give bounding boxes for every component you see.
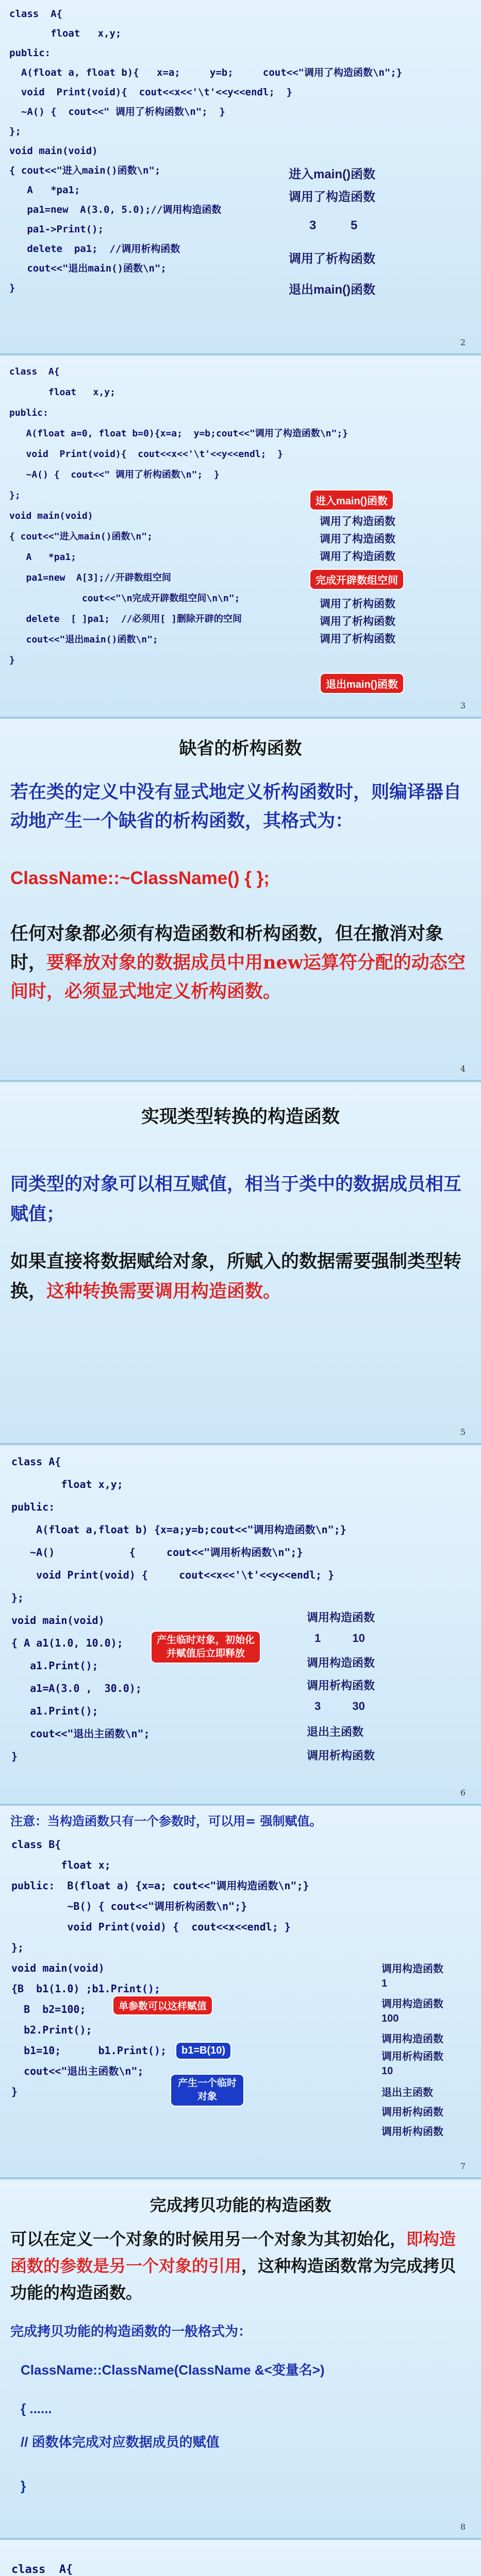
output-line: 调用构造函数: [382, 1998, 443, 2010]
annotation-callout: 单参数可以这样赋值: [112, 1995, 213, 2015]
slide-8: [0, 2540, 481, 2576]
output-line: 调用构造函数: [307, 1611, 375, 1624]
code-block: class A{ float x,y; public: A(float a, float b){ x=a; y=b; cout<<"调用了构造函数\n";} void Print(void){ cout<<x<<'\t'<<y<<endl; } ~A() { cout<<" 调用了析构函数\n"; } }; void main(void) { cout<<"进入main()函数\n"; A *pa1; pa1=new A(3.0, 5.0);//调用构造函数 pa1->Print(); delete pa1; //调用析构函数 cout<<"退出main()函数\n"; }: [9, 8, 403, 294]
output-line: 调用了析构函数: [320, 616, 395, 628]
page-number: 5: [460, 1427, 466, 1437]
highlight-text: 即构造函数的参数是另一个对象的引用: [10, 2229, 456, 2276]
note-line: 注意：当构造函数只有一个参数时，可以用= 强制赋值。: [10, 1814, 322, 1828]
paragraph: 完成拷贝功能的构造函数的一般格式为：: [10, 2324, 252, 2340]
output-line: 调用析构函数: [307, 1749, 375, 1762]
format-line: ClassName::ClassName(ClassName &<变量名>): [21, 2362, 325, 2378]
output-line: 调用构造函数: [307, 1656, 375, 1669]
paragraph-part: ，这种构造函数常为完成拷贝功能的构造函数。: [10, 2256, 456, 2302]
highlight-text: 要释放对象的数据成员中用new运算符分配的动态空间时，必须显式地定义析构函数。: [10, 952, 466, 1002]
format-line: // 函数体完成对应数据成员的赋值: [21, 2434, 220, 2450]
output-line: 调用析构函数: [382, 2051, 443, 2062]
output-line: 调用构造函数: [382, 1963, 443, 1975]
output-line: 100: [382, 2013, 399, 2024]
paragraph: [10, 920, 471, 1006]
output-badge: 进入main()函数: [309, 489, 394, 511]
paragraph-part: 如果直接将数据赋给对象，所赋入的数据需要强制类型转换，: [10, 1251, 462, 1302]
output-line: 调用了构造函数: [320, 516, 395, 528]
output-line: 调用了构造函数: [320, 551, 395, 563]
page-number: 6: [460, 1788, 466, 1798]
output-line: 3 5: [309, 218, 358, 232]
page-number: 3: [460, 701, 466, 710]
paragraph: 同类型的对象可以相互赋值，相当于类中的数据成员相互赋值；: [10, 1174, 462, 1225]
format-line: ClassName::~ClassName() { };: [10, 868, 270, 888]
output-line: 调用析构函数: [382, 2107, 443, 2118]
output-line: 调用析构函数: [382, 2126, 443, 2138]
output-line: 3 30: [314, 1700, 365, 1713]
output-line: 调用了析构函数: [320, 598, 395, 610]
slide-2: [0, 355, 481, 719]
paragraph-part: 任何对象都必须有构造函数和析构函数，但在撤消对象时，: [10, 923, 444, 973]
output-line: 调用构造函数: [382, 2033, 443, 2045]
output-line: 进入main()函数: [289, 167, 375, 181]
output-line: 退出主函数: [307, 1725, 364, 1738]
slide-7: [0, 2179, 481, 2540]
paragraph: 若在类的定义中没有显式地定义析构函数时，则编译器自动地产生一个缺省的析构函数，其格式为：: [10, 782, 462, 832]
annotation-callout: b1=B(10): [175, 2042, 231, 2060]
output-line: 调用了析构函数: [320, 633, 395, 645]
annotation-callout: 产生临时对象，初始化并赋值后立即释放: [151, 1631, 261, 1664]
highlight-text: 这种转换需要调用构造函数。: [46, 1281, 281, 1302]
code-block: class A{ float x,y; public: A(float a,float b) {x=a;y=b;cout<<"调用构造函数\n";} ~A() { cout<<"调用析构函数\n";} void Print(void) { cout<<x<<'\t'<<y<<endl; } }; void main(void) { A a1(1.0, 10.0); a1.Print(); a1=A(3.0 , 30.0); a1.Print(); cout<<"退出主函数\n"; }: [11, 1455, 346, 1762]
slide-5: [0, 1445, 481, 1806]
output-line: 1: [382, 1978, 388, 1989]
slide-3: [0, 719, 481, 1082]
output-line: 退出主函数: [382, 2087, 433, 2098]
output-line: 调用了构造函数: [320, 533, 395, 545]
paragraph-part: 可以在定义一个对象的时候用另一个对象为其初始化，: [10, 2229, 407, 2249]
output-line: 调用了析构函数: [289, 252, 375, 266]
output-line: 10: [382, 2065, 393, 2077]
slide-1: [0, 0, 481, 355]
page-number: 8: [460, 2522, 466, 2532]
code-block: class B{ float x; public: B(float a) {x=a; cout<<"调用构造函数\n";} ~B() { cout<<"调用析构函数\n";} void Print(void) { cout<<x<<endl; } }; void main(void) {B b1(1.0) ;b1.Print(); B b2=100; b2.Print(); b1=10; b1.Print(); cout<<"退出主函数\n"; }: [11, 1838, 309, 2098]
format-line: { ......: [21, 2401, 52, 2416]
slide-title: 缺省的析构函数: [179, 738, 302, 759]
page-number: 2: [460, 337, 466, 347]
code-block: class A{: [11, 2563, 73, 2576]
slide-6: [0, 1806, 481, 2179]
output-badge: 退出main()函数: [320, 673, 404, 694]
page-number: 7: [460, 2161, 466, 2171]
page-number: 4: [460, 1064, 466, 1074]
paragraph: [10, 2226, 471, 2306]
output-line: 调用析构函数: [307, 1679, 375, 1692]
slide-title: 完成拷贝功能的构造函数: [150, 2195, 331, 2215]
format-line: }: [21, 2478, 26, 2494]
slide-4: [0, 1082, 481, 1445]
output-badge: 完成开辟数组空间: [309, 569, 404, 590]
slide-title: 实现类型转换的构造函数: [141, 1106, 340, 1127]
code-block: class A{ float x,y; public: A(float a=0, float b=0){x=a; y=b;cout<<"调用了构造函数\n";} void Print(void){ cout<<x<<'\t'<<y<<endl; } ~A() { cout<<" 调用了析构函数\n"; } }; void main(void) { cout<<"进入main()函数\n"; A *pa1; pa1=new A[3];//开辟数组空间 cout<<"\n完成开辟数组空间\n\n"; delete [ ]pa1; //必须用[ ]删除开辟的空间 cout<<"退出main()函数\n"; }: [9, 366, 349, 666]
annotation-callout: 产生一个临时对象: [170, 2074, 244, 2107]
output-line: 调用了构造函数: [289, 190, 375, 204]
output-line: 退出main()函数: [289, 283, 375, 297]
paragraph: [10, 1247, 471, 1307]
output-line: 1 10: [314, 1632, 365, 1645]
